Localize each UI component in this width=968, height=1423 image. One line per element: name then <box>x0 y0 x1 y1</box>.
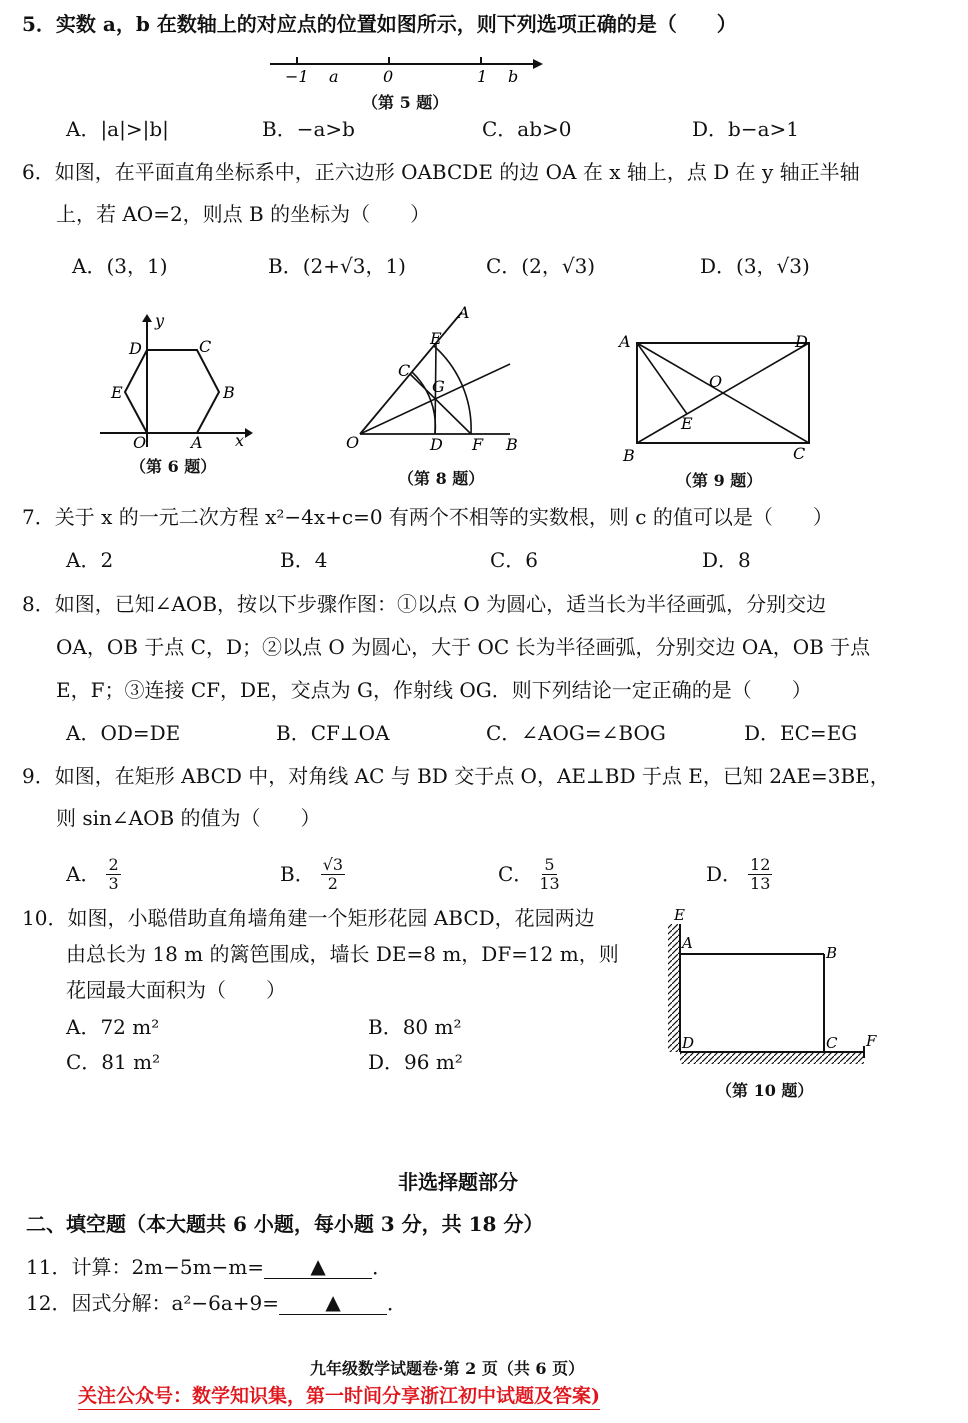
q8-label-B: B <box>506 435 518 454</box>
q8-stem-line3: E，F；③连接 CF，DE，交点为 G，作射线 OG．则下列结论一定正确的是（ ） <box>56 678 812 702</box>
q6-label-D: D <box>129 339 142 358</box>
q5-stem: 5．实数 a，b 在数轴上的对应点的位置如图所示，则下列选项正确的是（ ） <box>22 12 737 36</box>
q7-option-c: C．6 <box>490 548 539 572</box>
q10-label-D: D <box>682 1034 695 1052</box>
q7-stem: 7．关于 x 的一元二次方程 x²−4x+c=0 有两个不相等的实数根，则 c 的值可以是（ ） <box>22 505 833 529</box>
q8-option-b: B．CF⊥OA <box>276 721 390 745</box>
q8-caption: （第 8 题） <box>398 469 485 488</box>
q9-label-O: O <box>709 372 723 391</box>
q6-hexagon-figure <box>95 312 255 452</box>
q8-label-G: G <box>432 377 445 396</box>
q5-option-b: B．−a>b <box>262 117 355 141</box>
q9-label-B: B <box>623 446 635 465</box>
q5-label-b: b <box>508 67 519 86</box>
q6-option-b: B．(2+√3，1) <box>268 254 406 278</box>
q5-caption: （第 5 题） <box>362 93 449 112</box>
q5-label-neg1: −1 <box>285 67 309 86</box>
q5-label-a: a <box>329 67 339 86</box>
q5-label-1: 1 <box>477 67 488 86</box>
q10-line1: 10．如图，小聪借助直角墙角建一个矩形花园 ABCD，花园两边 <box>22 906 595 930</box>
q5-label-0: 0 <box>383 67 394 86</box>
part2-heading: 二、填空题（本大题共 6 小题，每小题 3 分，共 18 分） <box>26 1212 544 1236</box>
q9-caption: （第 9 题） <box>676 471 763 490</box>
section-title: 非选择题部分 <box>398 1170 518 1194</box>
q10-option-d: D．96 m² <box>368 1050 463 1074</box>
q8-option-a: A．OD=DE <box>66 721 181 745</box>
q8-label-A: A <box>458 303 470 322</box>
q12: 12．因式分解：a²−6a+9= ▲ ． <box>26 1290 408 1315</box>
q5-number-line <box>265 52 555 88</box>
q11-prefix: 11．计算：2m−5m−m= <box>26 1255 265 1279</box>
q6-label-C: C <box>199 337 212 356</box>
q10-line3: 花园最大面积为（ ） <box>66 978 286 1002</box>
q9-label-D: D <box>795 332 808 351</box>
q5-option-d: D．b−a>1 <box>692 117 800 141</box>
q10-label-F: F <box>866 1032 877 1050</box>
q9-option-d: D． $\frac{12}{13}$ <box>706 854 771 893</box>
q6-stem-line2: 上，若 AO=2，则点 B 的坐标为（ ） <box>56 202 431 226</box>
q6-label-O: O <box>133 433 147 452</box>
q5-option-c: C．ab>0 <box>482 117 572 141</box>
q10-option-c: C．81 m² <box>66 1050 161 1074</box>
page-footer: 九年级数学试题卷·第 2 页（共 6 页） <box>310 1359 585 1378</box>
footer-notice: 关注公众号：数学知识集，第一时间分享浙江初中试题及答案) <box>78 1384 600 1410</box>
q8-label-C: C <box>398 361 411 380</box>
q6-stem-line1: 6．如图，在平面直角坐标系中，正六边形 OABCDE 的边 OA 在 x 轴上，点 D 在 y 轴正半轴 <box>22 160 860 184</box>
q8-label-D: D <box>430 435 443 454</box>
q9-stem-line2: 则 sin∠AOB 的值为（ ） <box>56 806 321 830</box>
q8-label-E: E <box>430 329 442 348</box>
q10-line2: 由总长为 18 m 的篱笆围成，墙长 DE=8 m，DF=12 m，则 <box>66 942 619 966</box>
q10-label-B: B <box>826 944 838 962</box>
blank-triangle-icon: ▲ <box>310 1254 326 1278</box>
q7-option-a: A．2 <box>66 548 114 572</box>
q10-label-A: A <box>682 934 693 952</box>
q9-label-A: A <box>619 332 631 351</box>
q9-stem-line1: 9．如图，在矩形 ABCD 中，对角线 AC 与 BD 交于点 O，AE⊥BD 于点 E，已知 2AE=3BE， <box>22 764 890 788</box>
q8-option-c: C．∠AOG=∠BOG <box>486 721 666 745</box>
q8-label-F: F <box>472 435 484 454</box>
q7-option-b: B．4 <box>280 548 328 572</box>
blank-triangle-icon: ▲ <box>325 1290 341 1314</box>
q6-option-c: C．(2，√3) <box>486 254 596 278</box>
q6-label-y: y <box>155 312 165 330</box>
q10-option-b: B．80 m² <box>368 1015 462 1039</box>
q6-label-E: E <box>111 383 123 402</box>
q9-option-c: C． $\frac{5}{13}$ <box>498 854 560 893</box>
q7-option-d: D．8 <box>702 548 751 572</box>
q10-label-E: E <box>674 906 685 924</box>
q9-option-a: A． $\frac{2}{3}$ <box>66 854 119 893</box>
q12-blank <box>279 1290 387 1315</box>
q6-label-B: B <box>223 383 235 402</box>
q12-prefix: 12．因式分解：a²−6a+9= <box>26 1291 280 1315</box>
q9-label-E: E <box>681 414 693 433</box>
q6-caption: （第 6 题） <box>130 457 217 476</box>
q8-option-d: D．EC=EG <box>744 721 858 745</box>
q8-construction-figure <box>340 300 530 460</box>
q11: 11．计算：2m−5m−m= ▲ ． <box>26 1254 393 1279</box>
q9-label-C: C <box>793 444 806 463</box>
q6-option-a: A．(3，1) <box>72 254 168 278</box>
q9-option-b: B． $\frac{√3}{2}$ <box>280 854 344 893</box>
q6-label-A: A <box>191 433 203 452</box>
q10-caption: （第 10 题） <box>716 1081 814 1100</box>
q10-label-C: C <box>826 1034 838 1052</box>
q6-option-d: D．(3，√3) <box>700 254 810 278</box>
q6-label-x: x <box>235 431 245 450</box>
q8-label-O: O <box>346 433 360 452</box>
q9-rectangle-figure <box>615 325 815 465</box>
q8-stem-line2: OA，OB 于点 C，D；②以点 O 为圆心，大于 OC 长为半径画弧，分别交边 OA，OB 于点 <box>56 635 871 659</box>
q11-blank <box>264 1254 372 1279</box>
q10-option-a: A．72 m² <box>66 1015 160 1039</box>
q10-garden-figure <box>660 900 880 1075</box>
q5-option-a: A．|a|>|b| <box>66 117 169 141</box>
q8-stem-line1: 8．如图，已知∠AOB，按以下步骤作图：①以点 O 为圆心，适当长为半径画弧，分别交边 <box>22 592 827 616</box>
